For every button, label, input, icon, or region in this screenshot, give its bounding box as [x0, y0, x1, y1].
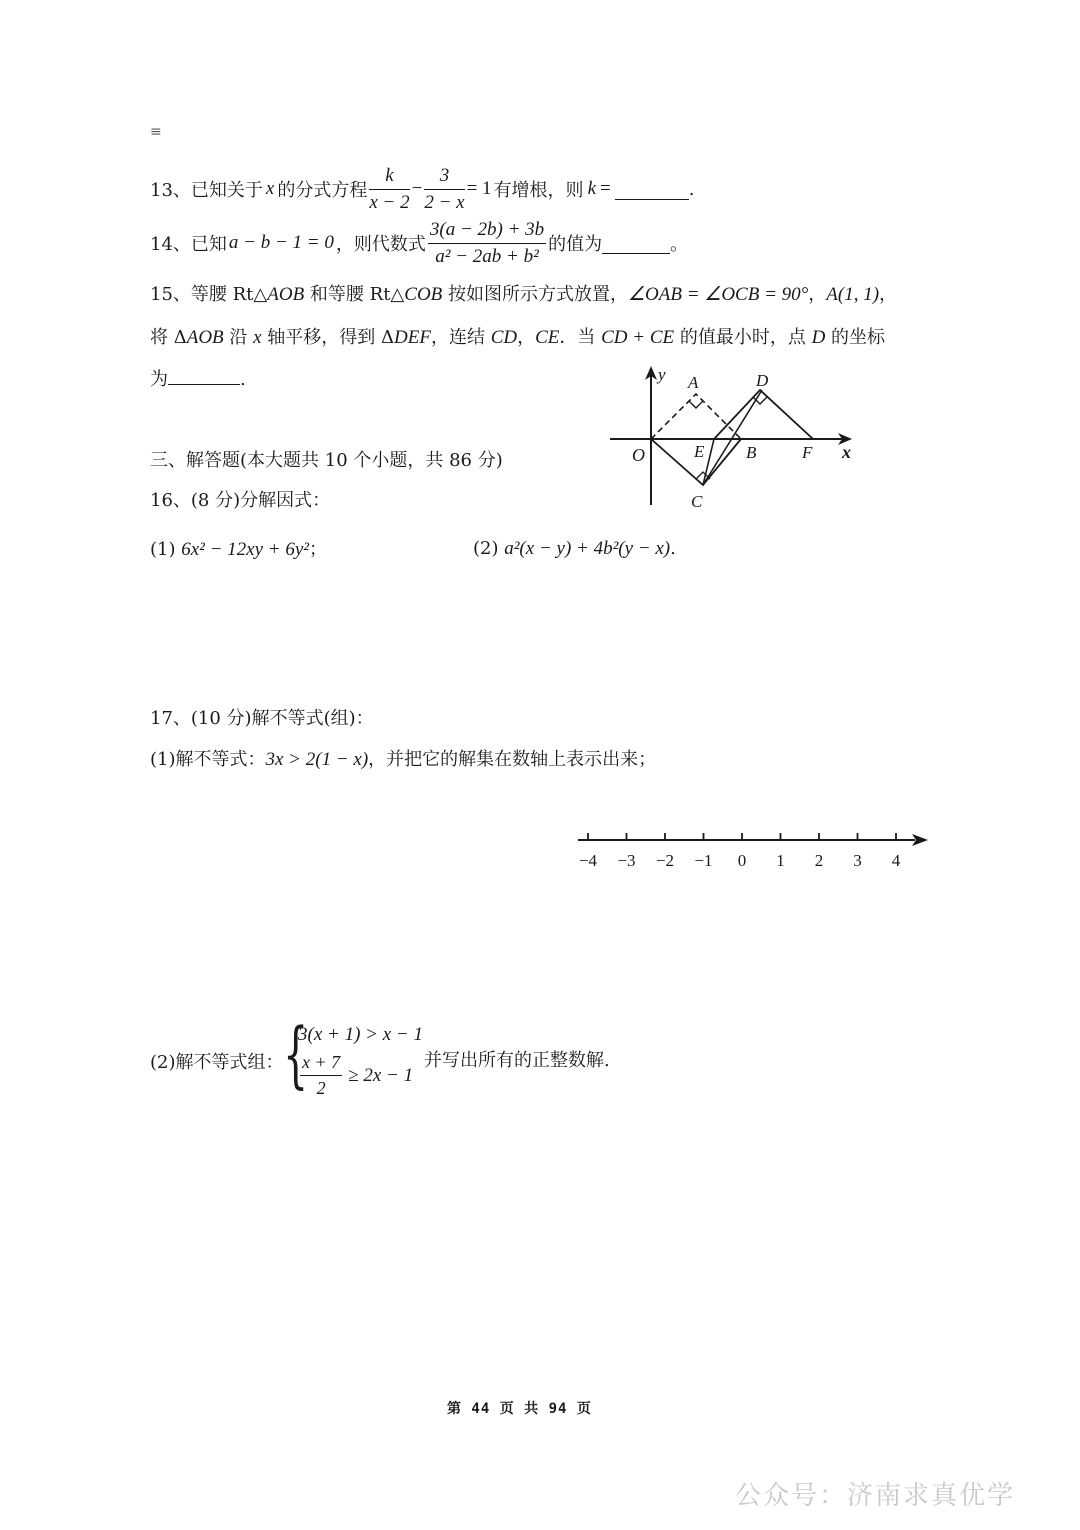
- q15-end: .: [240, 369, 246, 390]
- question-14: [150, 218, 688, 268]
- q13-frac2-denominator: 2 − x: [424, 191, 465, 213]
- q16-p2-end: .: [670, 538, 676, 559]
- q15-text-1d: ，: [808, 284, 827, 305]
- q15-text-2a: 将 Δ: [150, 327, 187, 348]
- q14-fraction: [428, 219, 546, 268]
- question-15-line-1: [150, 280, 897, 306]
- q15-cob: COB: [404, 284, 443, 305]
- number-line-tick-label: 4: [891, 851, 901, 870]
- q15-text-2h: 的坐标: [825, 327, 886, 348]
- q14-frac-denominator: a² − 2ab + b²: [435, 245, 539, 267]
- fig-label-y: y: [658, 365, 666, 384]
- number-line-tick-label: 2: [814, 851, 824, 870]
- q17-p2-fraction: [300, 1052, 342, 1099]
- fig-label-o: O: [632, 445, 645, 465]
- fig-label-b: B: [746, 443, 757, 462]
- question-15-line-2: [150, 323, 885, 349]
- q13-equals: =: [600, 178, 611, 199]
- triangle-def: [714, 390, 813, 439]
- q15-line2-ce: CE: [535, 327, 560, 348]
- q14-end: 。: [670, 234, 689, 255]
- number-line-tick-label: 3: [853, 851, 862, 870]
- q17-p2-suffix: 并写出所有的正整数解.: [424, 1050, 610, 1071]
- q13-minus: −: [411, 178, 423, 199]
- q13-suffix: 有增根，则: [493, 180, 584, 201]
- q15-figure: [600, 360, 870, 520]
- q15-aob: AOB: [267, 284, 305, 305]
- q14-number: 14、: [150, 234, 191, 255]
- number-line-tick-label: −1: [694, 851, 713, 870]
- q14-prefix: 已知: [190, 234, 227, 255]
- q17-part-1: [150, 745, 656, 771]
- q15-line2-sum: CD + CE: [601, 327, 675, 348]
- q13-fraction-2: [424, 165, 464, 214]
- q16-part-2: [473, 538, 676, 560]
- q15-line2-def: DEF: [394, 327, 431, 348]
- q13-frac1-numerator: k: [369, 165, 409, 190]
- q15-point-a: A(1, 1): [826, 284, 880, 305]
- q15-line2-aob: AOB: [186, 327, 224, 348]
- fig-label-c: C: [691, 492, 703, 511]
- q13-equals-one: = 1: [466, 178, 492, 199]
- question-16-title: 16、(8 分)分解因式：: [150, 490, 331, 511]
- q15-text-1a: 等腰 Rt△: [190, 284, 268, 305]
- number-line-tick-label: −3: [617, 851, 636, 870]
- fig-label-d: D: [756, 371, 769, 390]
- number-line-tick-label: −4: [578, 851, 598, 870]
- q16-p1-end: ；: [309, 539, 328, 560]
- q15-text-1c: 按如图所示方式放置，: [442, 284, 629, 305]
- q16-part-1: [150, 535, 327, 561]
- fig-label-f: F: [802, 443, 813, 462]
- q17-p2-frac-numerator: x + 7: [300, 1052, 342, 1076]
- q15-text-2f: ．当: [559, 327, 602, 348]
- q14-answer-blank[interactable]: [602, 233, 670, 254]
- q17-p2-line2-rest: ≥ 2x − 1: [348, 1064, 414, 1086]
- segment-cd: [703, 390, 762, 485]
- fig-label-x: x: [842, 442, 851, 462]
- q15-text-2g: 的值最小时，点: [674, 327, 812, 348]
- q15-line2-x: x: [253, 327, 262, 348]
- number-line-tick-label: 0: [737, 851, 747, 870]
- number-line-tick-label: −2: [655, 851, 675, 870]
- question-13: [150, 164, 694, 214]
- section-3-title: 三、解答题(本大题共 10 个小题，共 86 分): [150, 450, 503, 471]
- question-17-title: 17、(10 分)解不等式(组)：: [150, 708, 374, 729]
- q16-p2-label: (2): [473, 538, 499, 559]
- q16-p1-label: (1): [150, 539, 176, 560]
- q17-p2-inequality-1: 3(x + 1) > x − 1: [298, 1024, 423, 1045]
- q14-frac-numerator: 3(a − 2b) + 3b: [428, 219, 546, 244]
- q17-p1-inequality: 3x > 2(1 − x): [265, 749, 369, 770]
- q15-text-1b: 和等腰 Rt△: [304, 284, 405, 305]
- fig-label-e: E: [694, 442, 705, 461]
- q14-suffix: 的值为: [548, 234, 603, 255]
- q15-text-2b: 沿: [223, 327, 254, 348]
- q14-condition: a − b − 1 = 0: [228, 232, 334, 253]
- watermark-text: 公众号：济南求真优学: [735, 1481, 1016, 1511]
- q13-answer-blank[interactable]: [615, 179, 689, 200]
- q15-angles: ∠OAB = ∠OCB = 90°: [628, 284, 809, 305]
- q13-prefix: 已知关于: [190, 180, 263, 201]
- q17-p2-label: (2)解不等式组：: [150, 1052, 284, 1073]
- q15-text-2e: ，: [517, 327, 536, 348]
- fig-label-a: A: [688, 373, 699, 392]
- q15-line2-d-point: D: [811, 327, 826, 348]
- q13-frac1-denominator: x − 2: [369, 191, 410, 213]
- q17-p1-suffix: ，并把它的解集在数轴上表示出来；: [368, 749, 657, 770]
- triangle-aob-dashed: [651, 394, 741, 439]
- q15-text-1e: ，: [879, 284, 898, 305]
- q17-p1-prefix: (1)解不等式：: [150, 749, 266, 770]
- question-15-line-3: [150, 365, 246, 391]
- q13-number: 13、: [150, 180, 191, 201]
- q15-text-2c: 轴平移，得到 Δ: [261, 327, 395, 348]
- margin-mark: ≡: [150, 124, 162, 140]
- q13-var-x: x: [265, 178, 275, 199]
- system-brace: {: [283, 1012, 309, 1096]
- q17-p2-inequality-2: [298, 1052, 413, 1099]
- q15-line2-cd: CD: [490, 327, 518, 348]
- q13-frac2-numerator: 3: [424, 165, 464, 190]
- q14-mid: ，则代数式: [335, 234, 426, 255]
- q15-text-3a: 为: [150, 369, 168, 390]
- number-line: [570, 820, 940, 880]
- right-angle-mark-a: [689, 401, 703, 408]
- q13-fraction-1: [369, 165, 409, 214]
- q13-mid: 的分式方程: [277, 180, 368, 201]
- q16-p1-expression: 6x² − 12xy + 6y²: [181, 539, 310, 560]
- page-footer: 第 44 页 共 94 页: [447, 1401, 592, 1417]
- q16-p2-expression: a²(x − y) + 4b²(y − x): [504, 538, 671, 559]
- number-line-ticks: [579, 833, 901, 870]
- q13-var-k: k: [587, 178, 596, 199]
- q15-answer-blank[interactable]: [168, 366, 240, 385]
- q15-text-2d: ，连结: [430, 327, 491, 348]
- number-line-tick-label: 1: [776, 851, 785, 870]
- q13-end: .: [688, 178, 695, 200]
- q17-p2-frac-denominator: 2: [316, 1078, 326, 1098]
- q15-number: 15、: [150, 284, 191, 305]
